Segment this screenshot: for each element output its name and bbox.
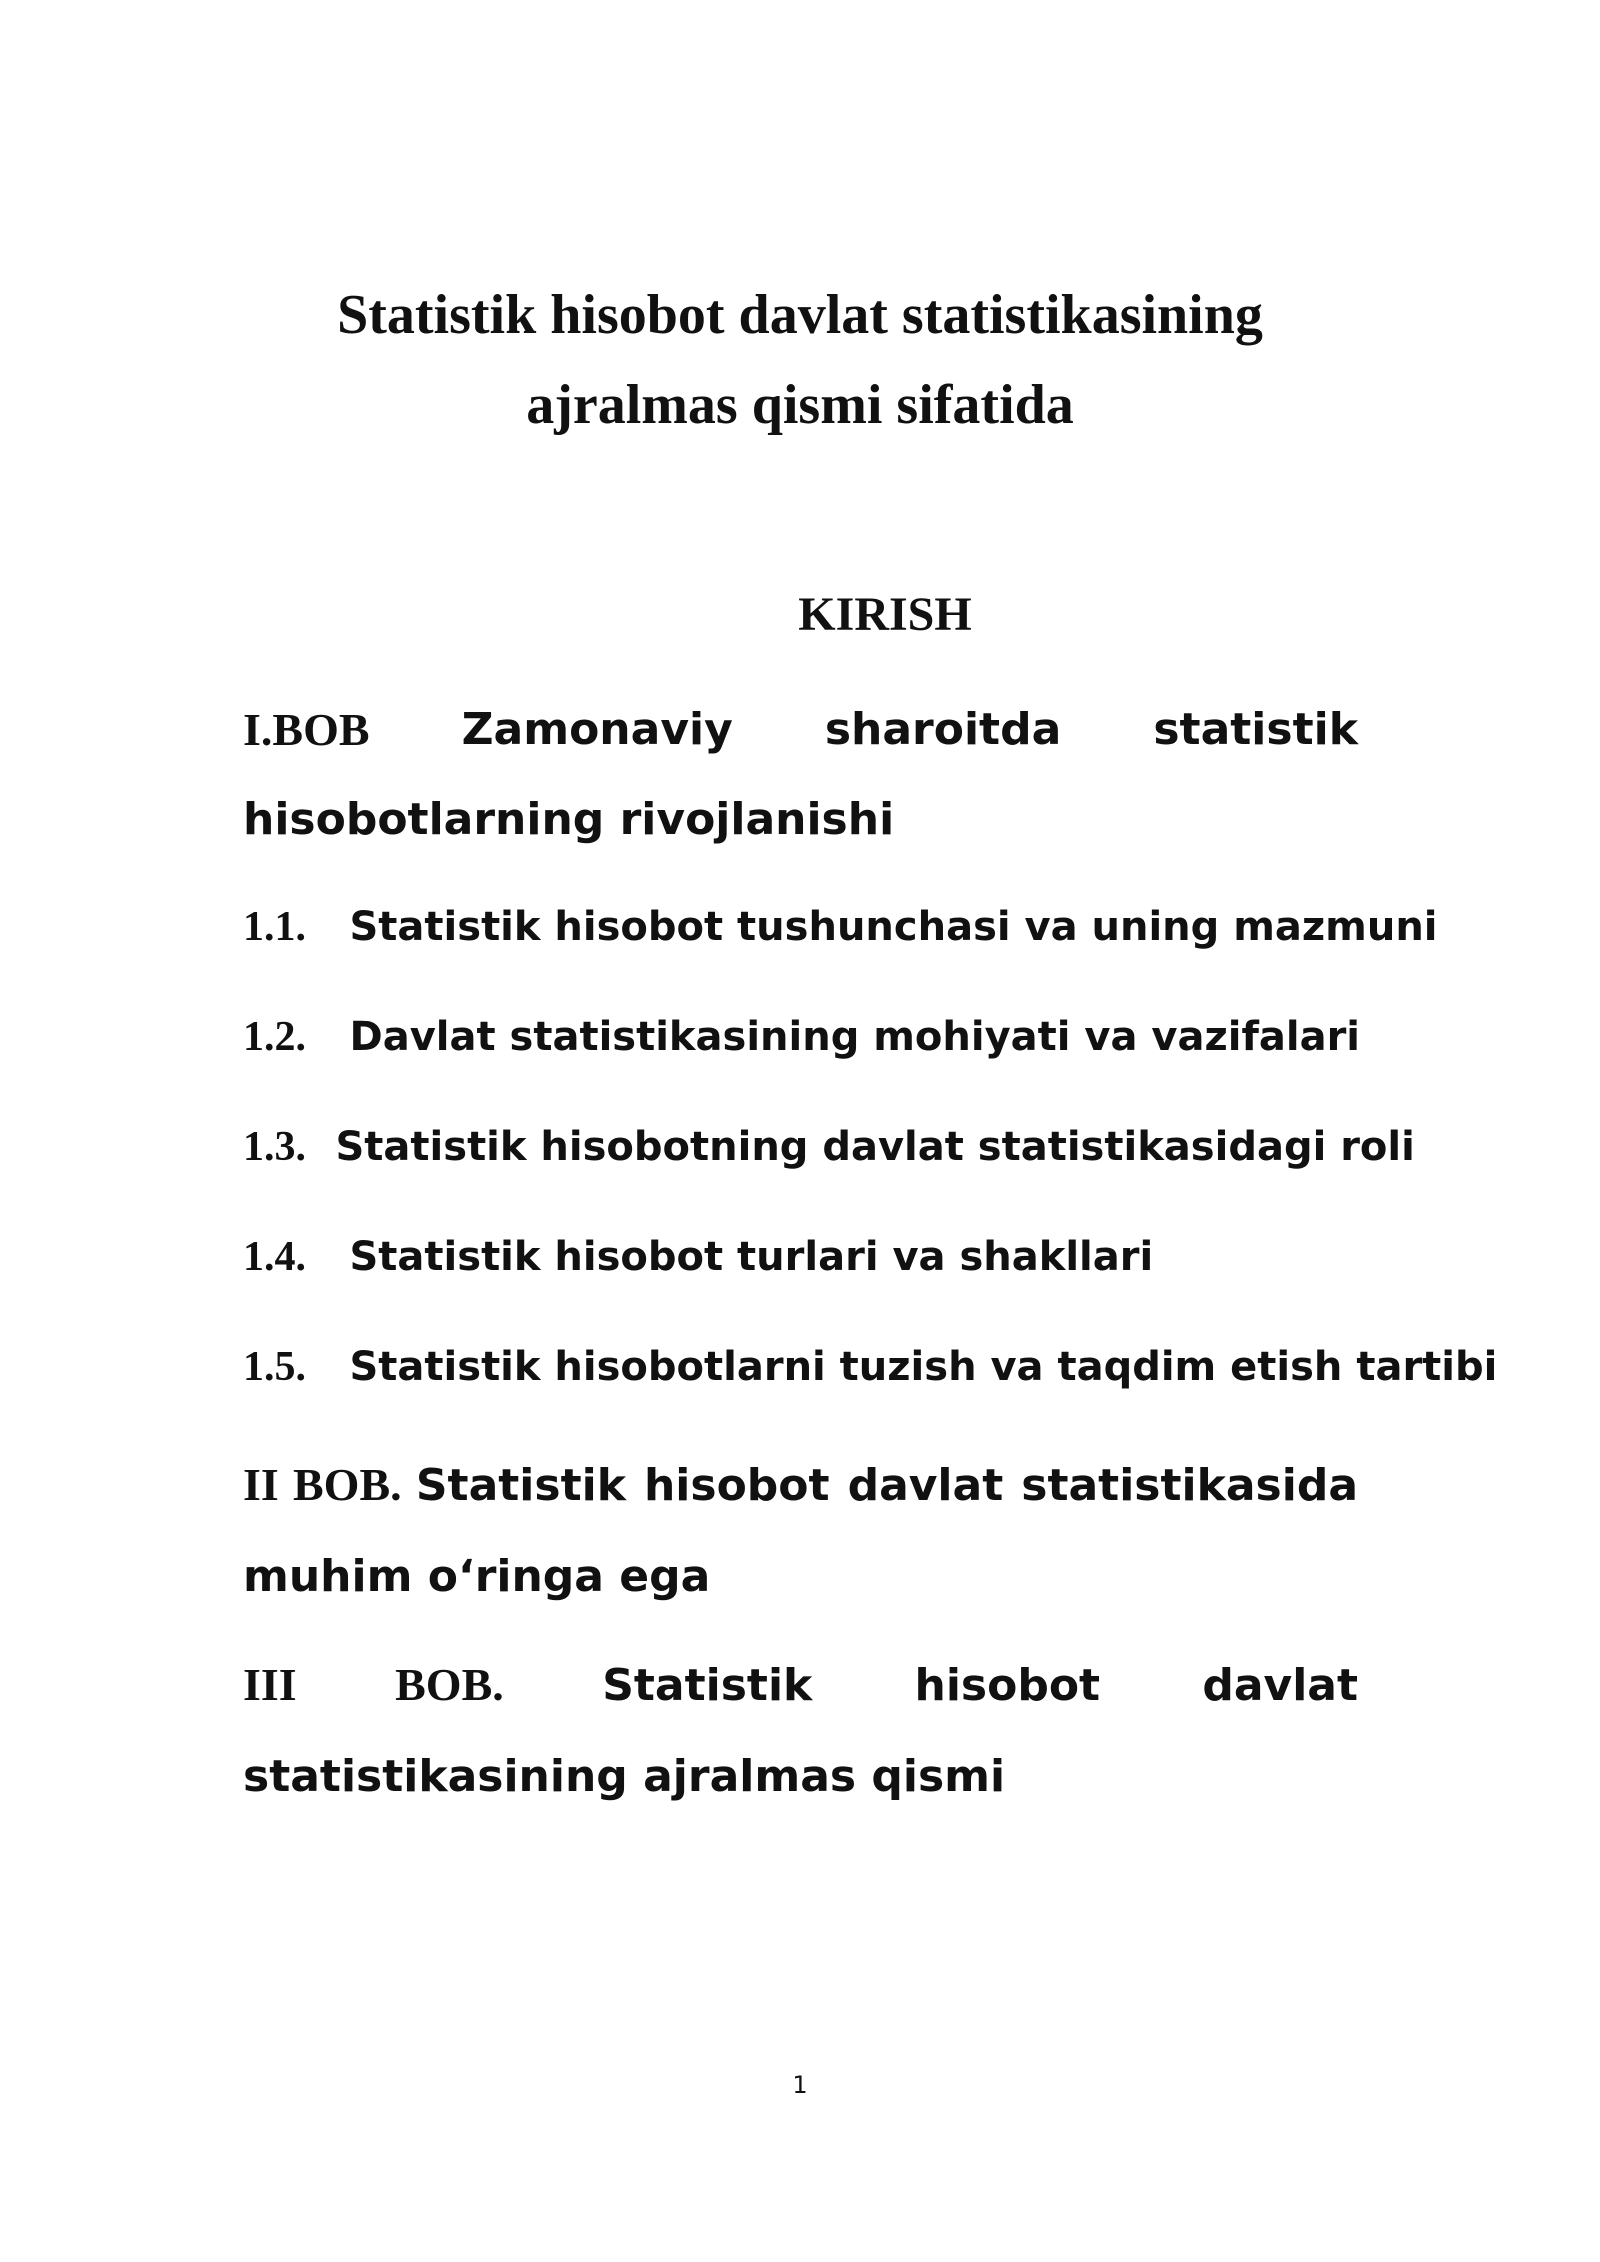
chapter-word: statistik: [1153, 704, 1358, 755]
toc-section-1-3: [243, 1117, 1415, 1177]
chapter-title: Statistik hisobot davlat statistikasida muhim o‘ringa ega: [243, 1460, 1359, 1602]
toc-chapter-2: [243, 1440, 1358, 1622]
document-title: [200, 270, 1400, 450]
chapter-number: III BOB.: [243, 1659, 504, 1710]
toc-chapter-1: [243, 685, 1358, 865]
toc-section-1-4: [243, 1227, 1358, 1287]
chapter-number: I.BOB: [243, 704, 370, 755]
chapter-title: Statistik hisobot davlat statistikasining ajralmas qismi: [243, 1660, 1358, 1802]
section-title: Statistik hisobotning davlat statistikasidagi roli: [335, 1124, 1415, 1170]
section-title: Statistik hisobotlarni tuzish va taqdim etish tartibi: [349, 1344, 1498, 1390]
page-number: 1: [792, 2071, 808, 2099]
intro-heading: KIRISH: [798, 588, 972, 641]
section-title: Statistik hisobot tushunchasi va uning mazmuni: [349, 904, 1438, 950]
toc-section-1-2: [243, 1007, 1361, 1067]
toc-section-1-1: [243, 897, 1438, 957]
title-line-2: ajralmas qismi sifatida: [526, 374, 1074, 436]
chapter-word: Zamonaviy: [461, 704, 733, 755]
section-number: 1.3.: [243, 1124, 306, 1170]
section-title: Statistik hisobot turlari va shakllari: [349, 1234, 1154, 1280]
section-number: 1.4.: [243, 1234, 306, 1280]
toc-section-1-5: [243, 1337, 1498, 1397]
section-number: 1.5.: [243, 1344, 306, 1390]
toc-chapter-1-line-2: hisobotlarning rivojlanishi: [243, 794, 895, 845]
section-number: 1.1.: [243, 904, 306, 950]
section-title: Davlat statistikasining mohiyati va vazifalari: [349, 1014, 1361, 1060]
title-line-1: Statistik hisobot davlat statistikasining: [337, 284, 1263, 346]
toc-chapter-1-line-1: [243, 685, 1358, 775]
toc-chapter-3: [243, 1640, 1358, 1822]
chapter-word: sharoitda: [824, 704, 1062, 755]
chapter-number: II BOB.: [243, 1459, 402, 1510]
section-number: 1.2.: [243, 1014, 306, 1060]
